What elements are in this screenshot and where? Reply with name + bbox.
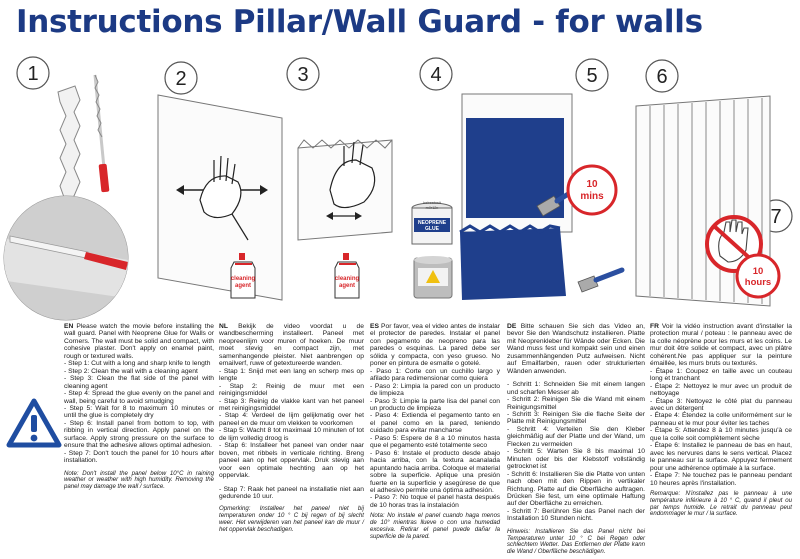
- intro-paragraph: FR Voir la vidéo instruction avant d'installer la protection mural / poteau : le panneau avec de la colle néoprène pour les murs et les coins. Le mur doit être solide et compact, avec un plâtre cohérent.Ne pas appliquer sur la peinture émaillée, les murs bruts ou texturés.: [650, 323, 792, 368]
- note: Hinweis: Installieren Sie das Panel nicht bei Temperaturen unter 10 ° C bei Regen oder schlechtem Wetter. Das Entfernen der Platte kann die Wand / Oberfläche beschädigen.: [507, 527, 645, 556]
- step-line: - Step 1: Cut with a long and sharp knife to length: [64, 360, 211, 368]
- step-number: 3: [297, 64, 309, 86]
- step-line: - Schritt 2: Reinigen Sie die Wand mit einem Reinigungsmittel: [507, 396, 645, 411]
- step-number: 1: [27, 63, 39, 85]
- step-number: 6: [656, 66, 668, 88]
- note: Note: Don't install the panel below 10°C in raining weather or weather with high humidity. Removing the panel may damage the wall / surface.: [64, 469, 214, 491]
- column-de: [507, 323, 645, 556]
- warning-icon: [6, 398, 62, 448]
- timer-icon: [737, 255, 779, 297]
- step-number: 4: [430, 64, 442, 86]
- step-line: - Schritt 3: Reinigen Sie die flache Seite der Platte mit Reinigungsmittel: [507, 410, 645, 426]
- step-line: - Stap 1: Snijd met een lang en scherp mes op lengte: [219, 367, 364, 383]
- glue-can: [412, 201, 452, 244]
- wall-clean-illustration: [158, 95, 282, 300]
- step-1-badge: [17, 57, 49, 89]
- step-line: - Stap 7: Raak het paneel na installatie niet aan gedurende 10 uur.: [219, 485, 364, 500]
- step-line: - Paso 6: Instale el producto desde abajo hacia arriba, con la textura acanalada apuntando hacia arriba. Coloque el material sobre la superficie. Aplique una presión fuerte en la superficie y asegúrese de que el adhesivo permite una óptima adhesión.: [370, 449, 500, 494]
- svg-text:agent: agent: [234, 283, 252, 289]
- step-6-badge: [646, 60, 678, 92]
- step-4-badge: [420, 58, 452, 90]
- step-line: - Step 5: Wait for 8 to maximum 10 minutes or until the glue is completely dry: [64, 404, 214, 420]
- step-line: - Schritt 7: Berühren Sie das Panel nach der Installation 10 Stunden nicht.: [507, 507, 645, 523]
- svg-text:agent: agent: [338, 283, 356, 289]
- page-title: Instructions Pillar/Wall Guard - for walls: [16, 4, 703, 40]
- svg-text:cleaning: cleaning: [230, 276, 256, 282]
- saw-icon: [58, 75, 109, 200]
- step-line: - Stap 3: Reinig de vlakke kant van het paneel met reinigingsmiddel: [219, 397, 364, 412]
- step-line: - Étape 7: Ne touchez pas le panneau pendant 10 heures après l'installation.: [650, 472, 792, 487]
- illustration-panel: [0, 48, 800, 323]
- step-line: - Step 3: Clean the flat side of the panel with cleaning agent: [64, 375, 214, 390]
- step-line: - Étape 4: Étendez la colle uniformément sur le panneau et le mur pour éviter les taches: [650, 412, 792, 427]
- intro-paragraph: DE Bitte schauen Sie sich das Video an, bevor Sie den Wandschutz installieren. Platte mit Neoprenkleber für Wände oder Ecken. Die Wand muss fest und kompakt sein und einen zusammenhängenden Putz aufweisen. Nicht auf Emailfarben, rauen oder strukturierten Wänden anwenden.: [507, 323, 645, 375]
- svg-text:GLUE: GLUE: [425, 226, 439, 232]
- step-3-badge: [287, 58, 319, 90]
- step-2-badge: [165, 62, 197, 94]
- step-line: - Paso 3: Limpie la parte lisa del panel con un producto de limpieza: [370, 397, 500, 412]
- step-line: - Paso 4: Extienda el pegamento tanto en el panel como en la pared, teniendo cuidado para evitar mancharse: [370, 412, 500, 435]
- svg-text:hours: hours: [744, 277, 772, 288]
- step-line: - Schritt 6: Installieren Sie die Platte von unten nach oben mit den Rippen in vertikaler Richtung. Platte auf die Oberfläche auftragen. Drücken Sie fest, um eine optimale Haftung auf der Oberfläche zu erreichen.: [507, 470, 645, 508]
- column-nl: [219, 323, 364, 534]
- note: Opmerking: Installeer het paneel niet bij temperaturen onder 10 ° C bij regen of bij slecht weer. Het verwijderen van het paneel kan de muur / het oppervlak beschadigen.: [219, 505, 364, 533]
- step-line: - Stap 6: Installeer het paneel van onder naar boven, met ribbels in verticale richting. Breng paneel aan op het oppervlak. Druk stevig aan voor een optimale hechting aan op het oppervlak.: [219, 442, 364, 480]
- step-line: - Étape 2: Nettoyez le mur avec un produit de nettoyage: [650, 382, 792, 398]
- cleaning-agent-bottle: [335, 253, 360, 298]
- step-line: - Étape 5: Attendez 8 à 10 minutes jusqu'à ce que la colle soit complètement sèche: [650, 427, 792, 442]
- note: Remarque: N'installez pas le panneau à une température inférieure à 10 ° C, quand il pleut ou par temps humide. Le retrait du panneau peut endommager le mur / la surface.: [650, 489, 792, 518]
- intro-paragraph: ES Por favor, vea el video antes de instalar el protector de paredes. Instalar el panel con pegamento de neopreno para las paredes o esquinas. La pared debe ser sólida y compacta, con yeso grueso. No poner en pintura de esmalte o gotelé.: [370, 323, 500, 368]
- step-number: 7: [770, 206, 782, 228]
- step-line: - Step 4: Spread the glue evenly on the panel and wall, being careful to avoid smudging: [64, 390, 214, 405]
- column-es: [370, 323, 500, 541]
- knife-photo-inset: [0, 196, 140, 320]
- note: Nota: No instale el panel cuando haga menos de 10° mientras llueve o con una humedad excesiva. Retirar el panel puede dañar la superficie de la pared.: [370, 512, 500, 540]
- step-number: 2: [175, 68, 187, 90]
- step-line: - Paso 7: No toque el panel hasta después de 10 horas tras la instalación: [370, 494, 500, 509]
- svg-text:10: 10: [752, 266, 764, 277]
- step-line: - Étape 1: Coupez en taille avec un couteau long et tranchant: [650, 367, 792, 383]
- step-line: - Paso 1: Corte con un cuchillo largo y afilado para redimensionar como quiera: [370, 367, 500, 383]
- step-5-badge: [576, 59, 608, 91]
- step-line: - Étape 3: Nettoyez le côté plat du panneau avec un détergent: [650, 397, 792, 412]
- step-line: - Step 2: Clean the wall with a cleaning agent: [64, 367, 198, 375]
- glue-tin-photo: [414, 256, 452, 298]
- timer-icon: [568, 166, 616, 214]
- step-line: - Schritt 1: Schneiden Sie mit einem langen und scharfen Messer ab: [507, 381, 645, 396]
- svg-text:bebeatosit: bebeatosit: [423, 201, 441, 205]
- intro-paragraph: EN Please watch the movie before installing the wall guard. Panel with Neoprene Glue for Walls or Corners. The wall must be solid and compact, with cohesive plaster. Don't apply on enamel paint, rough or textured walls.: [64, 323, 214, 360]
- svg-text:10: 10: [586, 179, 598, 190]
- svg-text:NEOPRENE: NEOPRENE: [417, 220, 447, 226]
- step-line: - Paso 5: Espere de 8 a 10 minutos hasta que el pegamento esté totalmente seco: [370, 434, 500, 450]
- panel-clean-illustration: [298, 140, 392, 240]
- svg-text:m0r12x: m0r12x: [425, 206, 439, 210]
- svg-text:mins: mins: [580, 191, 604, 202]
- step-line: - Step 7: Don't touch the panel for 10 hours after installation.: [64, 449, 214, 465]
- step-number: 5: [586, 65, 598, 87]
- step-line: - Stap 2: Reinig de muur met een reinigingsmiddel: [219, 382, 364, 398]
- step-line: - Schritt 4: Verteilen Sie den Kleber gleichmäßig auf der Platte und der Wand, um Flecken zu vermeiden: [507, 425, 645, 448]
- column-en: [64, 323, 214, 491]
- intro-paragraph: NL Bekijk de video voordat u de wandbescherming installeert. Paneel met neopreenlijm voor muren of hoeken. De muur moet stevig en compact zijn, met samenhangende pleister. Niet aanbrengen op emailverf, ruwe of getextureerde wanden.: [219, 323, 364, 368]
- brush-icon: [578, 270, 622, 292]
- svg-text:cleaning: cleaning: [334, 276, 360, 282]
- step-line: - Paso 2: Limpia la pared con un producto de limpieza: [370, 382, 500, 398]
- column-fr: [650, 323, 792, 518]
- step-line: - Step 6: Install panel from bottom to top, with ribbing in vertical direction. Apply panel on the surface. Apply strong pressure on the surface to ensure that the adhesive allows optimal adhesion.: [64, 419, 214, 450]
- step-line: - Stap 4: Verdeel de lijm gelijkmatig over het paneel en de muur om vlekken te voorkomen: [219, 412, 364, 427]
- step-line: - Schritt 5: Warten Sie 8 bis maximal 10 Minuten oder bis der Klebstoff vollständig getrocknet ist: [507, 448, 645, 471]
- step-line: - Stap 5: Wacht 8 tot maximaal 10 minuten of tot de lijm volledig droog is: [219, 427, 364, 442]
- step-line: - Étape 6: Installez le panneau de bas en haut, avec les nervures dans le sens vertical. Placez le panneau sur la surface. Appuyez fermement pour une adhérence optimale à la surface.: [650, 442, 792, 472]
- glue-spread-illustration: [460, 94, 572, 300]
